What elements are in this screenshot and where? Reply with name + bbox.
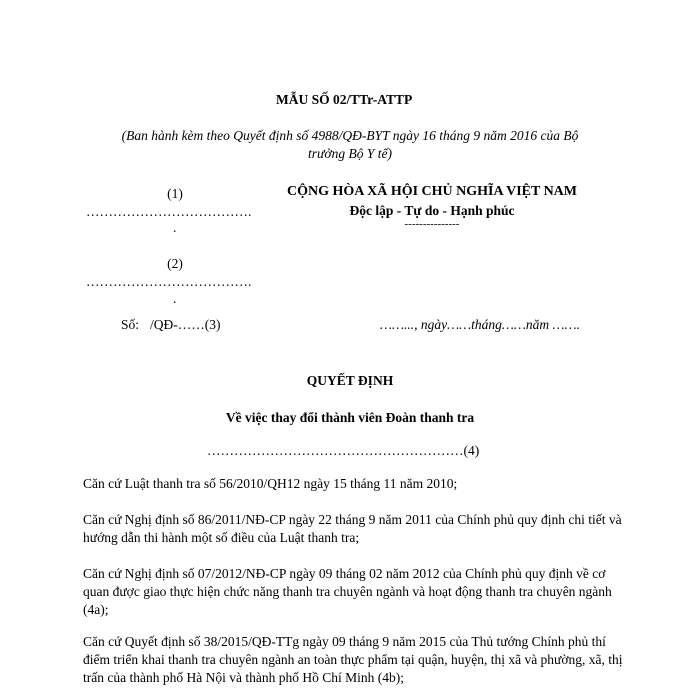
issued-note-line2: trưởng Bộ Y tế) <box>308 146 392 161</box>
agency-dots-1-tail: . <box>173 220 177 235</box>
country-name: CỘNG HÒA XÃ HỘI CHỦ NGHĨA VIỆT NAM <box>286 184 577 199</box>
decision-number: /QĐ-……(3) <box>150 317 221 332</box>
issued-note-line1: (Ban hành kèm theo Quyết định số 4988/QĐ-BYT ngày 16 tháng 9 năm 2016 của Bộ <box>121 128 579 143</box>
date-line: ……..., ngày……tháng……năm ……. <box>380 317 580 332</box>
legal-basis-paragraph: Căn cứ Nghị định số 86/2011/NĐ-CP ngày 22 tháng 9 năm 2011 của Chính phủ quy định chi tiết và hướng dẫn thi hành một số điều của Luật thanh tra; <box>83 512 622 545</box>
decision-title: QUYẾT ĐỊNH <box>306 373 394 388</box>
legal-basis-paragraph: Căn cứ Nghị định số 07/2012/NĐ-CP ngày 09 tháng 02 năm 2012 của Chính phủ quy định về cơ quan được giao thực hiện chức năng thanh tra chuyên ngành và hoạt động thanh tra chuyên ngành (4a); <box>83 566 612 617</box>
national-motto: Độc lập - Tự do - Hạnh phúc <box>349 203 515 218</box>
motto-underline: --------------- <box>404 218 460 230</box>
legal-basis-paragraph: Căn cứ Luật thanh tra số 56/2010/QH12 ngày 15 tháng 11 năm 2010; <box>83 476 458 491</box>
legal-basis-paragraph: Căn cứ Quyết định số 38/2015/QĐ-TTg ngày 09 tháng 9 năm 2015 của Thủ tướng Chính phủ thí điểm triển khai thanh tra chuyên ngành an toàn thực phẩm tại quận, huyện, thị xã và phường, xã, thị trấn của thành phố Hà Nội và thành phố Hồ Chí Minh (4b); <box>83 634 623 685</box>
agency-dots-1: ………………………………. <box>86 204 252 219</box>
issuer-line: …………………………………………………(4) <box>207 443 480 458</box>
agency-dots-2: ………………………………. <box>86 274 252 289</box>
agency-marker-1: (1) <box>167 186 183 201</box>
agency-marker-2: (2) <box>167 256 183 271</box>
form-title: MẪU SỐ 02/TTr-ATTP <box>276 92 413 107</box>
decision-subject: Về việc thay đổi thành viên Đoàn thanh tra <box>225 410 475 425</box>
agency-dots-2-tail: . <box>173 291 177 306</box>
decision-number-label: Số: <box>121 317 140 332</box>
